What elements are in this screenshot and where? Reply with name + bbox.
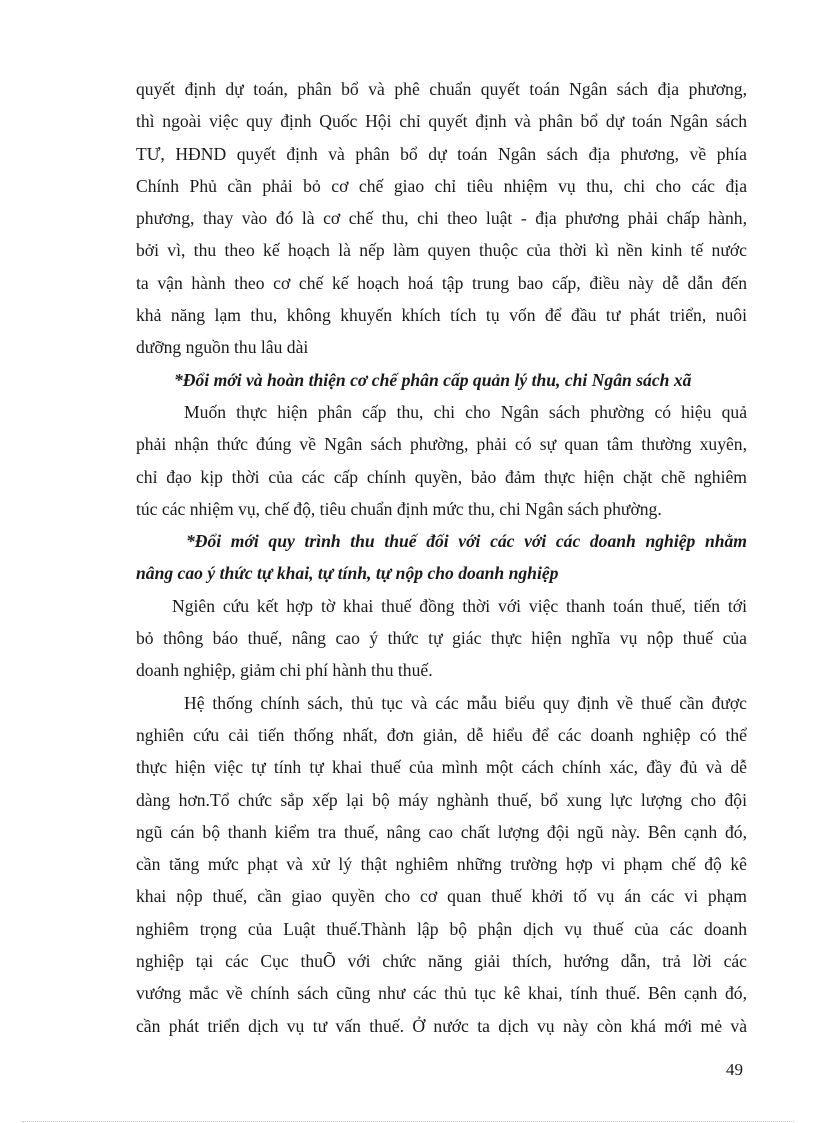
text-line: túc các nhiệm vụ, chế độ, tiêu chuẩn định mức thu, chi Ngân sách phường.: [136, 498, 662, 519]
text-line: khả năng lạm thu, không khuyến khích tích tụ vốn để đầu tư phát triển, nuôi: [136, 305, 747, 326]
text-line: nghiên cứu cải tiến thống nhất, đơn giản, dễ hiểu để các doanh nghiệp có thể: [136, 724, 747, 745]
body-text: [136, 73, 747, 1042]
text-line: TƯ, HĐND quyết định và phân bổ dự toán Ngân sách địa phương, về phía: [136, 143, 747, 164]
text-line: thực hiện việc tự tính tự khai thuế của mình một cách chính xác, đầy đủ và dễ: [136, 757, 747, 778]
section-heading-line: *Đổi mới quy trình thu thuế đối với các với các doanh nghiệp nhằm: [186, 531, 747, 552]
text-line: vướng mắc về chính sách cũng như các thủ tục kê khai, tính thuế. Bên cạnh đó,: [136, 983, 747, 1004]
text-line: dưỡng nguồn thu lâu dài: [136, 337, 309, 358]
text-line: ta vận hành theo cơ chế kế hoạch hoá tập trung bao cấp, điều này dễ dẫn đến: [136, 272, 747, 293]
text-line: Chính Phủ cần phải bỏ cơ chế giao chỉ tiêu nhiệm vụ thu, chi cho các địa: [136, 175, 747, 196]
page-number: 49: [726, 1060, 743, 1079]
text-line: nghiêm trọng của Luật thuế.Thành lập bộ phận dịch vụ thuế của các doanh: [136, 918, 747, 939]
text-line: chỉ đạo kịp thời của các cấp chính quyền, bảo đảm thực hiện chặt chẽ nghiêm: [136, 466, 747, 487]
text-line: quyết định dự toán, phân bổ và phê chuẩn quyết toán Ngân sách địa phương,: [136, 79, 747, 99]
text-line: doanh nghiệp, giảm chi phí hành thu thuế.: [136, 660, 433, 681]
text-line: nghiệp tại các Cục thuÕ với chức năng giải thích, hướng dẫn, trả lời các: [136, 951, 747, 972]
text-line: Muốn thực hiện phân cấp thu, chi cho Ngân sách phường có hiệu quả: [184, 401, 747, 422]
text-line: bỏ thông báo thuế, nâng cao ý thức tự giác thực hiện nghĩa vụ nộp thuế của: [136, 628, 747, 649]
section-heading-line: nâng cao ý thức tự khai, tự tính, tự nộp cho doanh nghiệp: [136, 563, 559, 584]
text-line: thì ngoài việc quy định Quốc Hội chỉ quyết định và phân bổ dự toán Ngân sách: [136, 111, 747, 132]
page-bottom-rule: [22, 1121, 794, 1122]
text-line: phải nhận thức đúng về Ngân sách phường, phải có sự quan tâm thường xuyên,: [136, 434, 747, 455]
text-line: cần phát triển dịch vụ tư vấn thuế. Ở nước ta dịch vụ này còn khá mới mẻ và: [136, 1015, 747, 1036]
text-line: Ngiên cứu kết hợp tờ khai thuế đồng thời với việc thanh toán thuế, tiến tới: [172, 595, 747, 616]
section-heading-line: *Đổi mới và hoàn thiện cơ chế phân cấp quản lý thu, chi Ngân sách xã: [174, 369, 692, 390]
text-line: ngũ cán bộ thanh kiểm tra thuế, nâng cao chất lượng đội ngũ này. Bên cạnh đó,: [136, 821, 747, 842]
text-line: Hệ thống chính sách, thủ tục và các mẫu biểu quy định về thuế cần được: [184, 692, 747, 713]
text-line: bởi vì, thu theo kế hoạch là nếp làm quyen thuộc của thời kì nền kinh tế nước: [136, 240, 747, 261]
text-line: khai nộp thuế, cần giao quyền cho cơ quan thuế khởi tố vụ án các vi phạm: [136, 886, 747, 907]
text-line: phương, thay vào đó là cơ chế thu, chi theo luật - địa phương phải chấp hành,: [136, 208, 747, 229]
text-line: cần tăng mức phạt và xử lý thật nghiêm những trường hợp vi phạm chế độ kê: [136, 854, 747, 875]
text-line: dàng hơn.Tổ chức sắp xếp lại bộ máy nghành thuế, bổ xung lực lượng cho đội: [136, 789, 747, 810]
